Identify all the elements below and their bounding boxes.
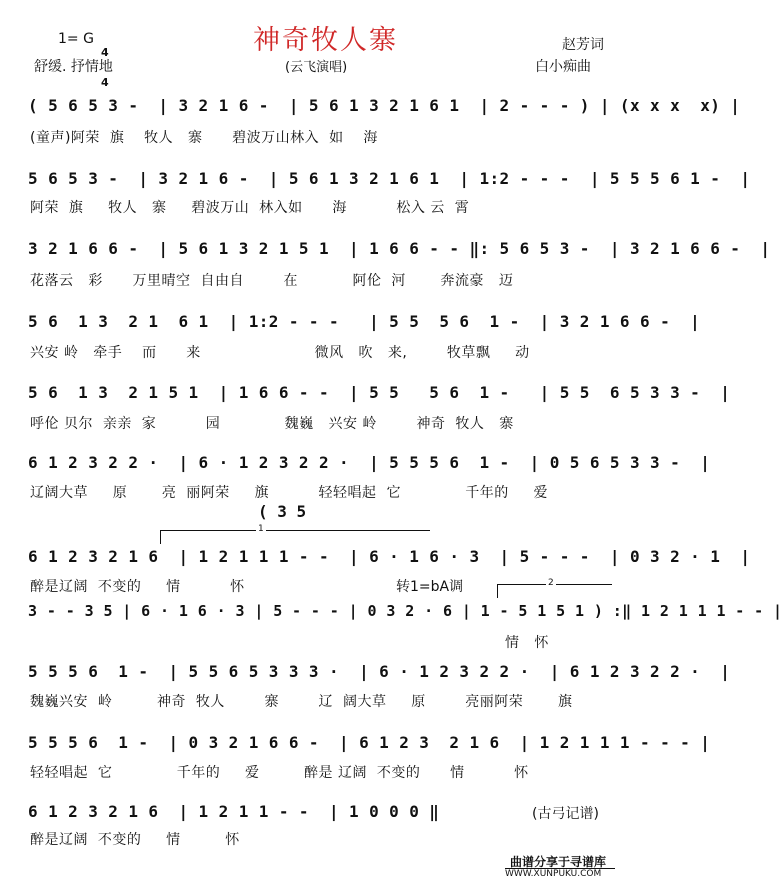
notation-row: 3 2 1 6 6 - | 5 6 1 3 2 1 5 1 | 1 6 6 - - ‖: 5 6 5 3 - | 3 2 1 6 6 - | — [28, 239, 771, 258]
notation-row: 5 5 5 6 1 - | 5 5 6 5 3 3 3 · | 6 · 1 2 3 2 2 · | 6 1 2 3 2 2 · | — [28, 662, 731, 681]
singer-credit: (云飞演唱) — [285, 60, 348, 75]
lyricist-credit: 赵芳词 — [562, 37, 604, 53]
notation-row: 5 6 1 3 2 1 6 1 | 1:2 - - - | 5 5 5 6 1 - | 3 2 1 6 6 - | — [28, 312, 701, 331]
lyric-row: 魏巍兴安 岭 神奇 牧人 寨 辽 阔大草 原 亮丽阿荣 旗 — [30, 694, 573, 710]
key-signature: 1= G — [58, 31, 94, 47]
notation-row: 3 - - 3 5 | 6 · 1 6 · 3 | 5 - - - | 0 3 2 · 6 | 1 - 5 1 5 1 ) :‖ 1 2 1 1 1 - - | — [28, 602, 782, 620]
notation-row: ( 5 6 5 3 - | 3 2 1 6 - | 5 6 1 3 2 1 6 1 | 2 - - - ) | (x x x x) | — [28, 96, 741, 115]
lyric-row: 情 怀 — [505, 635, 549, 651]
volta-tick — [497, 584, 498, 598]
bracketed-notes: ( 3 5 — [258, 502, 307, 521]
composer-credit: 白小痴曲 — [535, 59, 591, 75]
volta-number-2: 2 — [548, 578, 554, 588]
lyric-row: 呼伦 贝尔 亲亲 家 园 魏巍 兴安 岭 神奇 牧人 寨 — [30, 416, 514, 432]
modulation-marking: 转1=bA调 — [396, 579, 464, 595]
time-signature-top: 4 — [101, 46, 109, 59]
footer-url: WWW.XUNPUKU.COM — [505, 869, 602, 879]
notation-row: 6 1 2 3 2 1 6 | 1 2 1 1 - - | 1 0 0 0 ‖ — [28, 802, 440, 821]
volta-bracket-1 — [160, 530, 430, 531]
notation-row: 5 6 5 3 - | 3 2 1 6 - | 5 6 1 3 2 1 6 1 | 1:2 - - - | 5 5 5 6 1 - | — [28, 169, 751, 188]
footer-site-name: 曲谱分享于寻谱库 — [510, 855, 607, 869]
lyric-row: 轻轻唱起 它 千年的 爱 醉是 辽阔 不变的 情 怀 — [30, 765, 529, 781]
lyric-row: 阿荣 旗 牧人 寨 碧波万山 林入如 海 松入 云 霄 — [30, 200, 470, 216]
song-title: 神奇牧人寨 — [253, 25, 398, 56]
volta-number-1: 1 — [258, 524, 264, 534]
notation-row: 5 5 5 6 1 - | 0 3 2 1 6 6 - | 6 1 2 3 2 1 6 | 1 2 1 1 1 - - - | — [28, 733, 711, 752]
lyric-row: (童声)阿荣 旗 牧人 寨 碧波万山林入 如 海 — [30, 130, 378, 146]
volta-tick — [160, 530, 161, 544]
lyric-row: 花落云 彩 万里晴空 自由自 在 阿伦 河 奔流豪 迈 — [30, 273, 514, 289]
lyric-row: 醉是辽阔 不变的 情 怀 — [30, 579, 245, 595]
notation-row: 6 1 2 3 2 1 6 | 1 2 1 1 1 - - | 6 · 1 6 · 3 | 5 - - - | 0 3 2 · 1 | — [28, 547, 751, 566]
lyric-row: 醉是辽阔 不变的 情 怀 — [30, 832, 240, 848]
lyric-row: 辽阔大草 原 亮 丽阿荣 旗 轻轻唱起 它 千年的 爱 — [30, 485, 549, 501]
notation-row: 5 6 1 3 2 1 5 1 | 1 6 6 - - | 5 5 5 6 1 - | 5 5 6 5 3 3 - | — [28, 383, 731, 402]
time-signature-bottom: 4 — [101, 76, 109, 89]
transcriber-credit: (古弓记谱) — [532, 806, 599, 822]
lyric-row: 兴安 岭 牵手 而 来 微风 吹 来, 牧草飘 动 — [30, 345, 530, 361]
notation-row: 6 1 2 3 2 2 · | 6 · 1 2 3 2 2 · | 5 5 5 6 1 - | 0 5 6 5 3 3 - | — [28, 453, 711, 472]
tempo-marking: 舒缓. 抒情地 — [34, 59, 113, 75]
